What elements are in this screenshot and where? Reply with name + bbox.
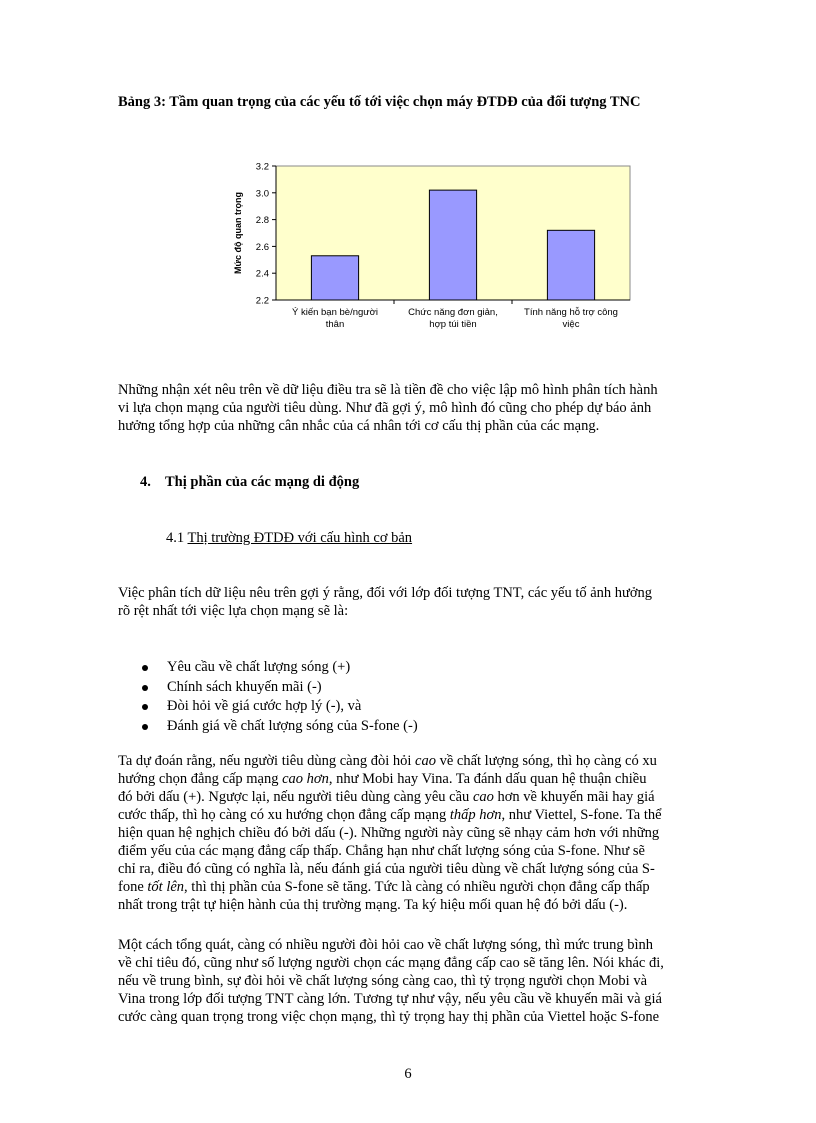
list-item-text: Đòi hỏi về giá cước hợp lý (-), và: [167, 698, 362, 714]
emphasis: thấp hơn: [449, 807, 502, 823]
text-run: Ta dự đoán rằng, nếu người tiêu dùng càng đòi hỏi: [118, 753, 416, 769]
y-axis-label: Mức độ quan trọng: [233, 191, 243, 275]
emphasis: tốt lên: [147, 879, 185, 895]
section-number: 4.: [140, 474, 151, 490]
paragraph-line: hưởng tổng hợp của những cân nhắc của cá nhân tới cơ cấu thị phần của các mạng.: [118, 418, 600, 434]
paragraph-line: điểm yếu của các mạng đẳng cấp thấp. Chẳng hạn như chất lượng sóng của S-fone. Như sẽ: [118, 843, 645, 859]
emphasis: cao: [415, 753, 436, 769]
paragraph-3: [118, 752, 718, 914]
paragraph-line: về chỉ tiêu đó, cũng như số lượng người chọn các mạng đẳng cấp cao sẽ tăng lên. Nói khác đi,: [118, 955, 664, 971]
paragraph-line: Những nhận xét nêu trên về dữ liệu điều tra sẽ là tiền đề cho việc lập mô hình phân tích hành: [118, 382, 658, 398]
chart-caption: Bảng 3: Tầm quan trọng của các yếu tố tới việc chọn máy ĐTDĐ của đối tượng TNC: [118, 94, 641, 110]
paragraph-line: nếu về trung bình, sự đòi hỏi về chất lượng sóng càng cao, thì tỷ trọng người chọn Mobi và: [118, 973, 648, 989]
bullet-icon: [142, 665, 148, 671]
emphasis: cao: [472, 789, 494, 805]
x-tick-label: Ý kiến bạn bè/người: [291, 307, 379, 318]
paragraph-line: [118, 806, 718, 824]
section-heading: [140, 474, 359, 491]
paragraph-line: Vina trong lớp đối tượng TNT càng lớn. Tương tự như vậy, nếu yêu cầu về khuyến mãi và giá: [118, 991, 662, 1007]
paragraph-line: vi lựa chọn mạng của người tiêu dùng. Như đã gợi ý, mô hình đó cũng cho phép dự báo ảnh: [118, 400, 652, 416]
list-item-text: Chính sách khuyến mãi (-): [167, 678, 322, 695]
list-item: [140, 658, 418, 678]
x-tick-label: thân: [325, 319, 345, 330]
y-tick-label: 2.2: [255, 295, 269, 307]
subsection-number: 4.1: [166, 530, 188, 546]
y-tick-label: 2.8: [255, 215, 269, 227]
paragraph-line: Việc phân tích dữ liệu nêu trên gợi ý rằng, đối với lớp đối tượng TNT, các yếu tố ảnh hưởng: [118, 585, 653, 601]
list-item-text: Đánh giá về chất lượng sóng của S-fone (-): [167, 717, 418, 734]
y-tick-label: 3.2: [255, 161, 269, 173]
bullet-icon: [142, 704, 148, 710]
paragraph-line: [118, 752, 718, 770]
text-run: về chất lượng sóng, thì họ càng có xu: [435, 753, 657, 769]
y-tick-label: 3.0: [255, 188, 269, 200]
list-item-text: Yêu cầu về chất lượng sóng (+): [167, 659, 351, 675]
paragraph-line: rõ rệt nhất tới việc lựa chọn mạng sẽ là:: [118, 603, 349, 619]
paragraph-line: Một cách tổng quát, càng có nhiều người đòi hỏi cao về chất lượng sóng, thì mức trung bình: [118, 937, 654, 953]
paragraph-1: [118, 381, 718, 435]
bar-chart: [210, 152, 650, 362]
paragraph-line: nhất trong trật tự hiện hành của thị trường mạng. Ta ký hiệu mối quan hệ đó bởi dấu (-).: [118, 897, 628, 913]
bar: [311, 256, 358, 300]
paragraph-2: [118, 584, 718, 620]
text-run: hơn về khuyến mãi hay giá: [493, 789, 655, 805]
y-tick-label: 2.6: [255, 241, 269, 253]
bullet-icon: [142, 685, 148, 691]
paragraph-line: chỉ ra, điều đó cũng có nghĩa là, nếu đánh giá của người tiêu dùng về chất lượng sóng của S-: [118, 861, 655, 877]
paragraph-4: [118, 936, 718, 1026]
paragraph-line: [118, 788, 718, 806]
text-run: fone: [118, 879, 148, 895]
paragraph-line: [118, 770, 718, 788]
text-run: , thì thị phần của S-fone sẽ tăng. Tức là càng có nhiều người chọn đẳng cấp thấp: [184, 879, 650, 895]
x-tick-label: Chức năng đơn giản,: [408, 307, 498, 318]
paragraph-line: hiện quan hệ nghịch chiều đó bởi dấu (-). Những người này cũng sẽ nhạy cảm hơn với những: [118, 825, 660, 841]
list-item: [140, 697, 418, 717]
text-run: cước thấp, thì họ càng có xu hướng chọn đẳng cấp mạng: [118, 807, 450, 823]
x-tick-label: việc: [562, 319, 580, 330]
paragraph-line: cước càng quan trọng trong việc chọn mạng, thì tỷ trọng hay thị phần của Viettel hoặc S-fone: [118, 1009, 660, 1025]
bar: [547, 230, 594, 300]
text-run: , như Viettel, S-fone. Ta thể: [501, 807, 662, 823]
page-number: 6: [404, 1066, 412, 1082]
bullet-icon: [142, 724, 148, 730]
subsection-title: Thị trường ĐTDĐ với cấu hình cơ bản: [187, 530, 413, 546]
list-item: [140, 717, 418, 737]
paragraph-line: [118, 878, 718, 896]
bar: [429, 190, 476, 300]
x-tick-label: hợp túi tiền: [429, 319, 477, 330]
text-run: hướng chọn đẳng cấp mạng: [118, 771, 283, 787]
emphasis: cao hơn: [282, 771, 329, 787]
chart-svg: [210, 152, 650, 362]
list-item: [140, 678, 418, 698]
text-run: , như Mobi hay Vina. Ta đánh dấu quan hệ thuận chiều: [328, 771, 647, 787]
x-tick-label: Tính năng hỗ trợ công: [524, 307, 618, 318]
text-run: đó bởi dấu (+). Ngược lại, nếu người tiêu dùng càng yêu cầu: [118, 789, 473, 805]
section-title: Thị phần của các mạng di động: [165, 474, 360, 490]
factor-list: [140, 658, 418, 736]
y-tick-label: 2.4: [255, 268, 269, 280]
subsection-heading: [166, 530, 412, 547]
